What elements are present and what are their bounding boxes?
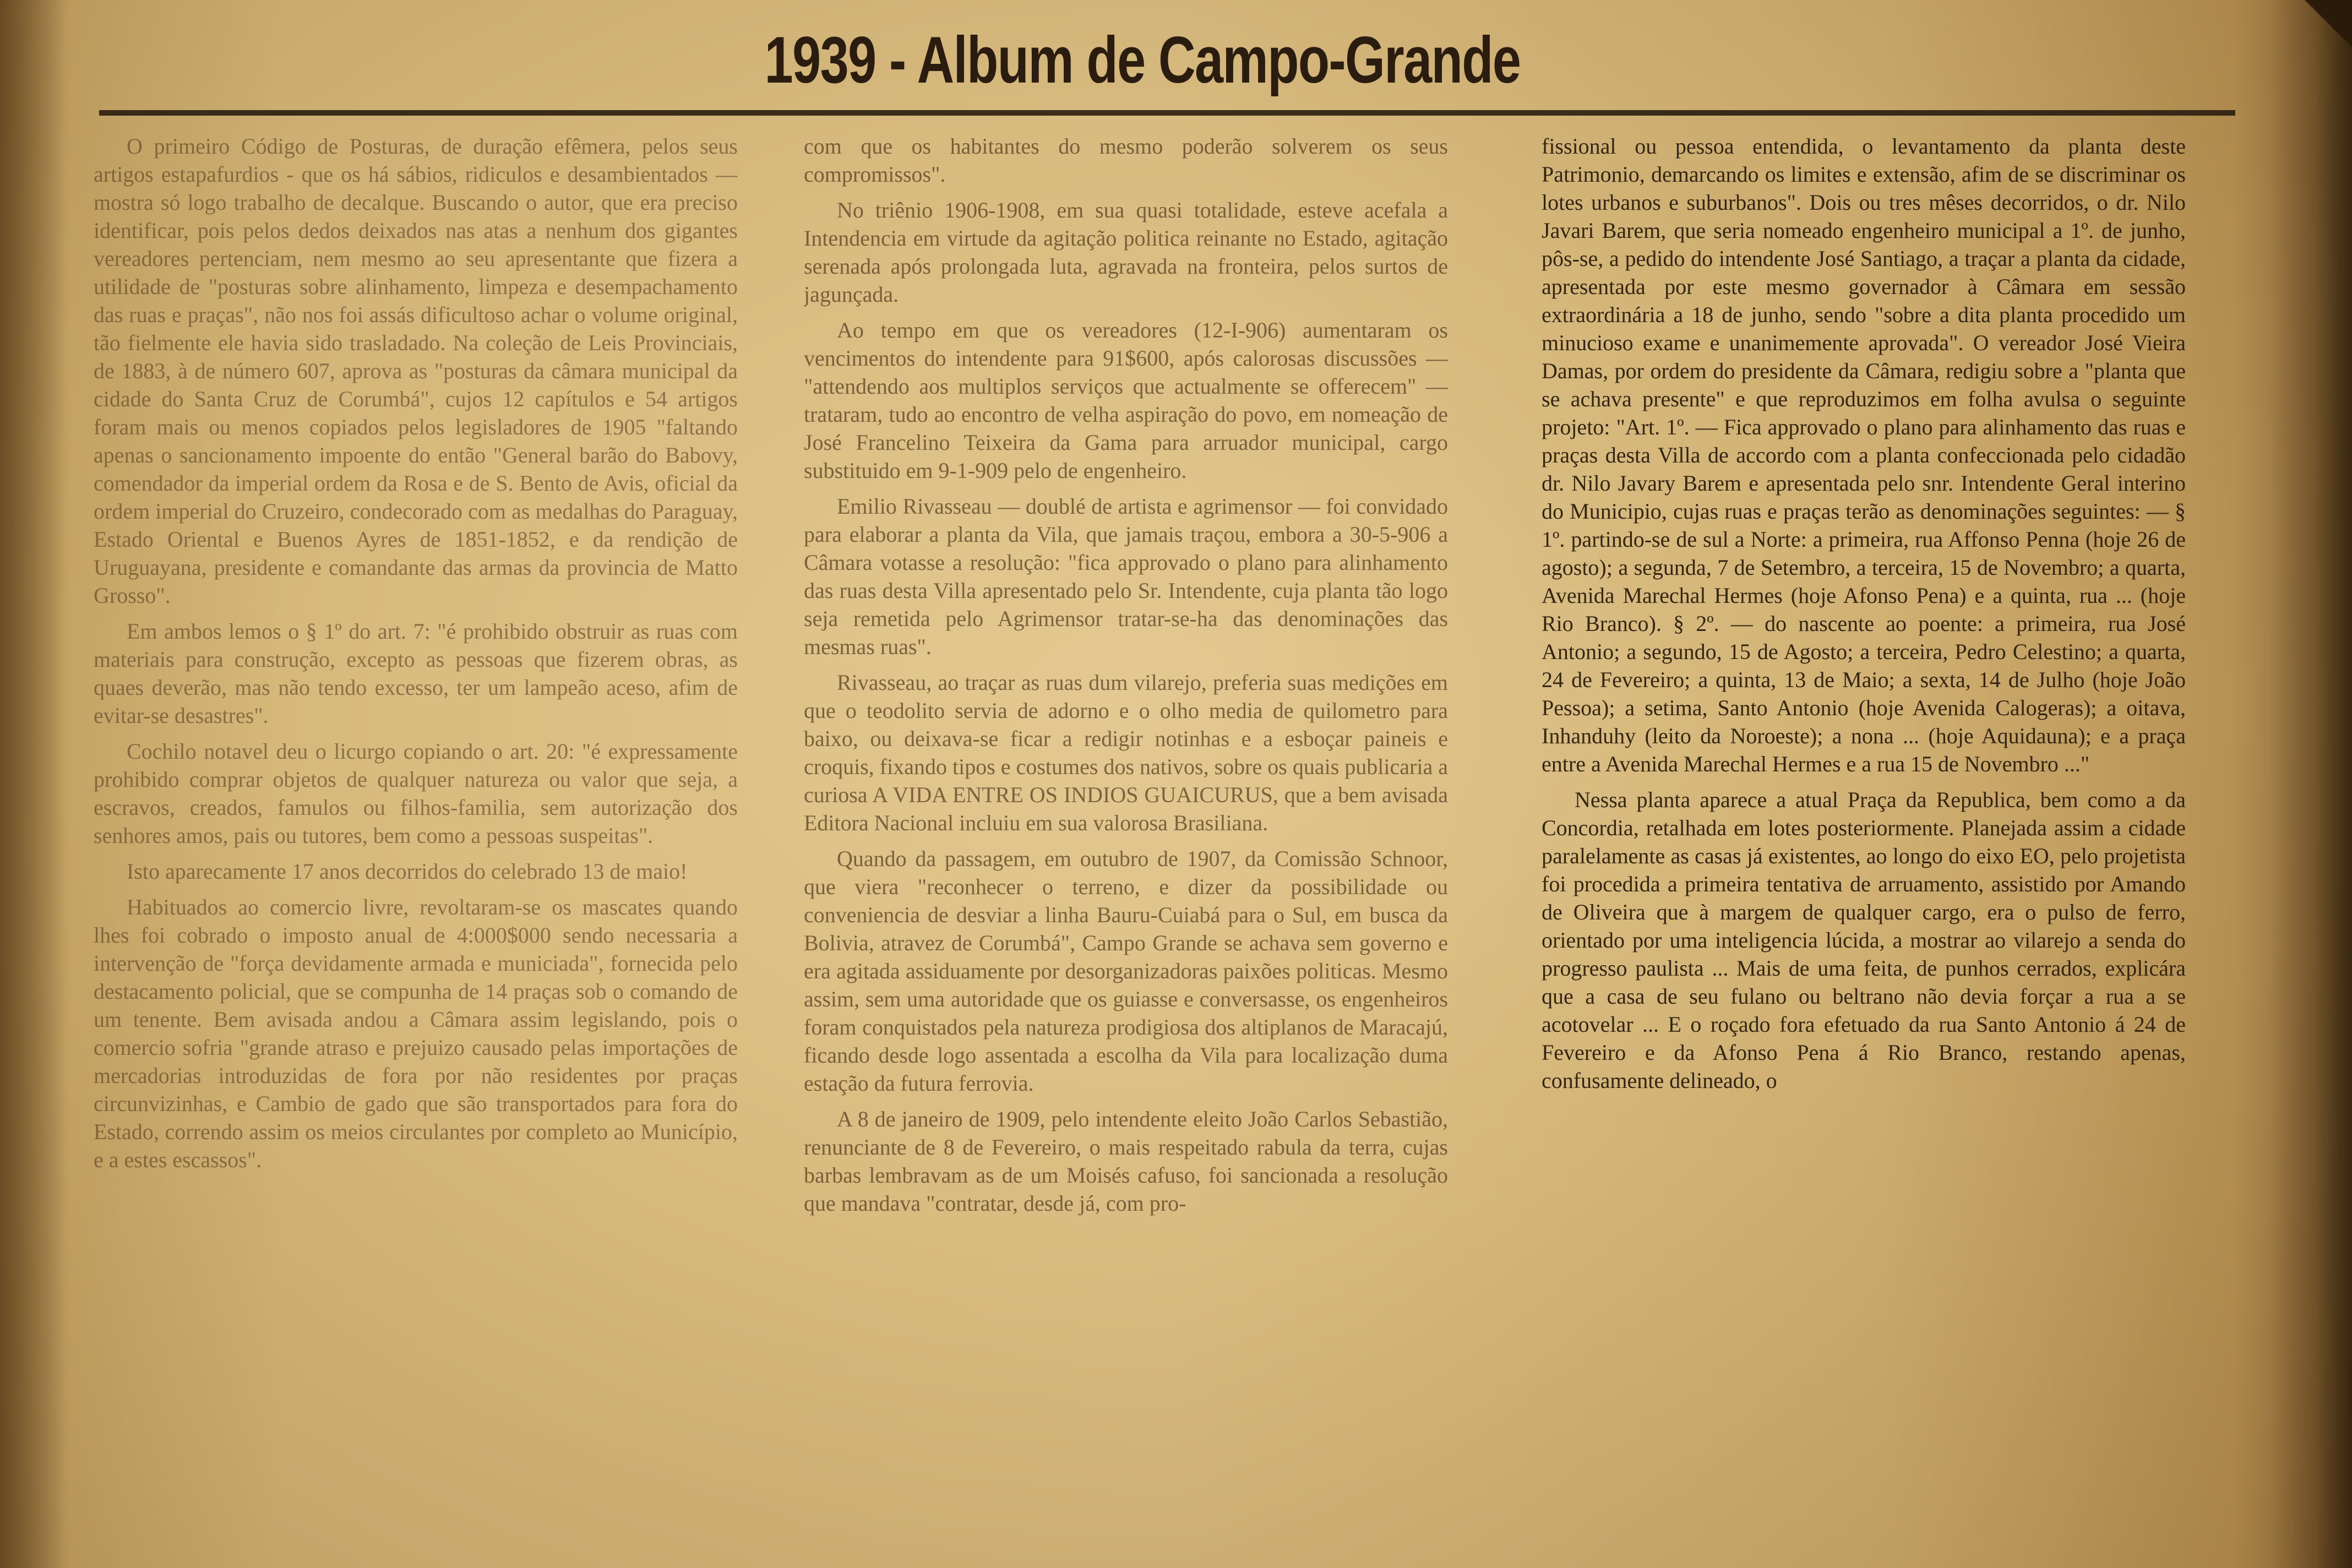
column-middle-paragraph-6: Quando da passagem, em outubro de 1907, da Comissão Schnoor, que viera "reconhecer o terreno, e dizer da possibilidade ou conveniencia de desviar a linha Bauru-Cuiabá para o Sul, em busca da Bolivia, atravez de Corumbá", Campo Grande se achava sem governo e era agitada assiduamente por desorganizadoras paixões politicas. Mesmo assim, sem uma autoridade que os guiasse e conversasse, os engenheiros foram conquistados pela natureza prodigiosa dos altiplanos de Maracajú, ficando desde logo assentada a escolha da Vila para localização duma estação da futura ferrovia.	[804, 846, 1448, 1096]
text-column-right	[1542, 132, 2186, 1531]
header-rule	[99, 110, 2235, 116]
column-middle-paragraph-7: A 8 de janeiro de 1909, pelo intendente eleito João Carlos Sebastião, renunciante de 8 de Fevereiro, o mais respeitado rabula da terra, cujas barbas lembravam as de um Moisés cafuso, foi sancionada a resolução que mandava "contratar, desde já, com pro-	[804, 1107, 1448, 1216]
left-edge-shadow	[0, 0, 66, 1568]
column-middle-paragraph-1: com que os habitantes do mesmo poderão solverem os seus compromissos".	[804, 134, 1448, 187]
column-right-paragraph-2: Nessa planta aparece a atual Praça da Republica, bem como a da Concordia, retalhada em lotes posteriormente. Planejada assim a cidade paralelamente as casas já existentes, ao longo do eixo EO, pelo projetista foi procedida a primeira tentativa de arruamento, assistido por Amando de Oliveira que à margem de qualquer cargo, era o pulso de ferro, orientado por uma inteligencia lúcida, a mostrar ao vilarejo a senda do progresso paulista ... Mais de uma feita, de punhos cerrados, explicára que a casa de seu fulano ou beltrano não devia forçar a rua a se acotovelar ... E o roçado fora efetuado da rua Santo Antonio á 24 de Fevereiro e da Afonso Pena á Rio Branco, restando apenas, confusamente delineado, o	[1542, 787, 2186, 1093]
column-middle-paragraph-2: No triênio 1906-1908, em sua quasi totalidade, esteve acefala a Intendencia em virtude da agitação politica reinante no Estado, agitação serenada após prolongada luta, agravada na fronteira, pelos surtos de jagunçada.	[804, 198, 1448, 307]
column-middle-paragraph-4: Emilio Rivasseau — doublé de artista e agrimensor — foi convidado para elaborar a planta da Vila, que jamais traçou, embora a 30-5-906 a Câmara votasse a resolução: "fica approvado o plano para alinhamento das ruas desta Villa apresentado pelo Sr. Intendente, cuja planta tão logo seja remetida pelo Agrimensor tratar-se-ha das denominações das mesmas ruas".	[804, 494, 1448, 659]
right-edge-shadow	[2269, 0, 2352, 1568]
column-left-paragraph-2: Em ambos lemos o § 1º do art. 7: "é prohibido obstruir as ruas com materiais para construção, excepto as pessoas que fizerem obras, as quaes deverão, mas não tendo excesso, ter um lampeão aceso, afim de evitar-se desastres".	[94, 619, 738, 728]
text-column-middle	[804, 132, 1448, 1531]
column-left-paragraph-3: Cochilo notavel deu o licurgo copiando o art. 20: "é expressamente prohibido comprar objetos de qualquer natureza ou valor que seja, a escravos, creados, famulos ou filhos-familia, sem autorização dos senhores amos, pais ou tutores, bem como a pessoas suspeitas".	[94, 739, 738, 848]
page-header-title: 1939 - Album de Campo-Grande	[764, 23, 1521, 97]
column-middle-paragraph-5: Rivasseau, ao traçar as ruas dum vilarejo, preferia suas medições em que o teodolito servia de adorno e o olho media de quilometro para baixo, ou deixava-se ficar a redigir notinhas e a esboçar paineis e croquis, fixando tipos e costumes dos nativos, sobre os quais publicaria a curiosa A VIDA ENTRE OS INDIOS GUAICURUS, que a bem avisada Editora Nacional incluiu em sua valorosa Brasiliana.	[804, 670, 1448, 835]
column-left-paragraph-5: Habituados ao comercio livre, revoltaram-se os mascates quando lhes foi cobrado o imposto anual de 4:000$000 sendo necessaria a intervenção de "força devidamente armada e municiada", fornecida pelo destacamento policial, que se compunha de 14 praças sob o comando de um tenente. Bem avisada andou a Câmara assim legislando, pois o comercio sofria "grande atraso e prejuizo causado pelas importações de mercadorias introduzidas de fora por não residentes por praças circunvizinhas, e Cambio de gado que são transportados para fora do Estado, correndo assim os meios circulantes por completo ao Município, e a estes escassos".	[94, 895, 738, 1172]
text-column-left	[94, 132, 738, 1531]
column-left-paragraph-4: Isto aparecamente 17 anos decorridos do celebrado 13 de maio!	[127, 859, 688, 884]
column-right-paragraph-1: fissional ou pessoa entendida, o levantamento da planta deste Patrimonio, demarcando os limites e extensão, afim de se discriminar os lotes urbanos e suburbanos". Dois ou tres mêses decorridos, o dr. Nilo Javari Barem, que seria nomeado engenheiro municipal a 1º. de junho, pôs-se, a pedido do intendente José Santiago, a traçar a planta da cidade, apresentada por este mesmo governador à Câmara em sessão extraordinária a 18 de junho, sendo "sobre a dita planta procedido um minucioso exame e unanimemente aprovada". O vereador José Vieira Damas, por ordem do presidente da Câmara, redigiu sobre a "planta que se achava presente" e que reproduzimos em folha avulsa o seguinte projeto: "Art. 1º. — Fica approvado o plano para alinhamento das ruas e praças desta Villa de accordo com a planta confeccionada pelo cidadão dr. Nilo Javary Barem e apresentada pelo snr. Intendente Geral interino do Municipio, cujas ruas e praças terão as denominações seguintes: — § 1º. partindo-se de sul a Norte: a primeira, rua Affonso Penna (hoje 26 de agosto); a segunda, 7 de Setembro, a terceira, 15 de Novembro; a quarta, Avenida Marechal Hermes (hoje Afonso Pena) e a quinta, rua ... (hoje Rio Branco). § 2º. — do nascente ao poente: a primeira, rua José Antonio; a segundo, 15 de Agosto; a terceira, Pedro Celestino; a quarta, 24 de Fevereiro; a quinta, 13 de Maio; a sexta, 14 de Julho (hoje João Pessoa); a setima, Santo Antonio (hoje Avenida Calogeras); a oitava, Inhanduhy (leito da Noroeste); a nona ... (hoje Aquidauna); e a praça entre a Avenida Marechal Hermes e a rua 15 de Novembro ..."	[1542, 134, 2186, 776]
column-left-paragraph-1: O primeiro Código de Posturas, de duração efêmera, pelos seus artigos estapafurdios - que os há sábios, ridiculos e desambientados — mostra só logo trabalho de decalque. Buscando o autor, que era preciso identificar, pois pelos dedos deixados nas atas a nenhum dos gigantes vereadores pertenciam, nem mesmo ao seu apresentante que fizera a utilidade de "posturas sobre alinhamento, limpeza e desempachamento das ruas e praças", não nos foi assás dificultoso achar o volume original, tão fielmente ele havia sido trasladado. Na coleção de Leis Provinciais, de 1883, à de número 607, aprova as "posturas da câmara municipal da cidade do Santa Cruz de Corumbá", cujos 12 capítulos e 54 artigos foram mais ou menos copiados pelos legisladores de 1905 "faltando apenas o sancionamento impoente do então "General barão do Babovy, comendador da imperial ordem da Rosa e de S. Bento de Avis, oficial da ordem imperial do Cruzeiro, condecorado com as medalhas do Paraguay, Estado Oriental e Buenos Ayres de 1851-1852, e da rendição de Uruguayana, presidente e comandante das armas da provincia de Matto Grosso".	[94, 134, 738, 608]
folded-corner	[2291, 0, 2352, 61]
column-middle-paragraph-3: Ao tempo em que os vereadores (12-I-906) aumentaram os vencimentos do intendente para 91$600, após calorosas discussões — "attendendo aos multiplos serviços que actualmente se offerecem" — trataram, tudo ao encontro de velha aspiração do povo, em nomeação de José Francelino Teixeira da Gama para arruador municipal, cargo substituido em 9-1-909 pelo de engenheiro.	[804, 318, 1448, 483]
